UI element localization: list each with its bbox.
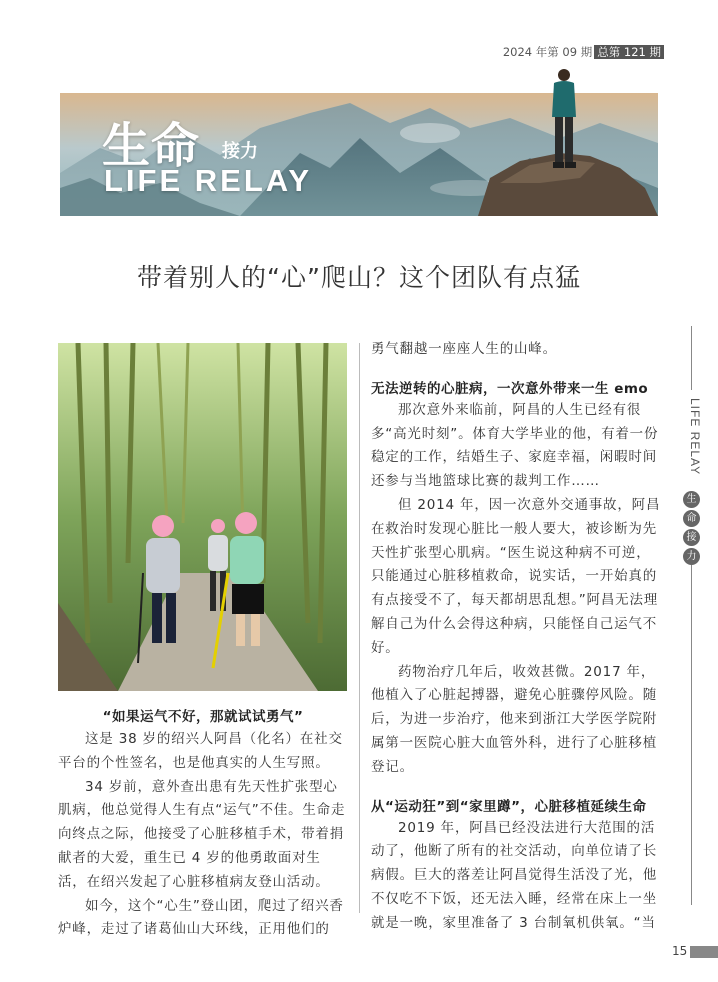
page-number: 15 [672,944,688,958]
side-tab-line [691,326,692,390]
side-tab-char: 生 [683,491,700,508]
column-divider [359,343,360,913]
banner-title-cn: 生命 [102,118,201,174]
article-photo [58,343,347,691]
paragraph: 药物治疗几年后，收效甚微。2017 年，他植入了心脏起搏器，避免心脏骤停风险。随后，为进一步治疗，他来到浙江大学医学院附属第一医院心脏大血管外科，进行了心脏移植登记。 [371,663,657,775]
hiker-figure-icon [544,67,584,173]
bamboo-forest-hiking-photo [58,343,347,691]
section-banner [60,93,658,216]
side-tab-line [691,565,692,905]
paragraph: 这是 38 岁的绍兴人阿昌（化名）在社交平台的个性签名，也是他真实的人生写照。 [58,731,343,771]
side-tab-char: 力 [683,548,700,565]
paragraph: 34 岁前，意外查出患有先天性扩张型心肌病，他总觉得人生有点“运气”不佳。生命走向终点之际，他接受了心脏移植手术，带着捐献者的大爱，重生已 4 岁的他勇敢面对生活，在绍兴发起了心脏移植病友登山活动。 [58,778,346,890]
paragraph: 那次意外来临前，阿昌的人生已经有很多“高光时刻”。体育大学毕业的他，有着一份稳定的工作，结婚生子、家庭幸福，闲暇时间还参与当地篮球比赛的裁判工作…… [371,401,659,490]
paragraph: 但 2014 年，因一次意外交通事故，阿昌在救治时发现心脏比一般人要大，被诊断为先天性扩张型心肌病。“医生说这种病不可逆，只能通过心脏移植救命，说实话，一开始真的有点接受不了，每天都胡思乱想。”阿昌无法理解自己为什么会得这种病，只能怪自己运气不好。 [371,496,661,656]
issue-label [450,44,664,60]
side-tab-char: 命 [683,510,700,527]
article-title: 带着别人的“心”爬山？这个团队有点猛 [137,263,581,292]
side-tab-label: LIFE RELAY [688,398,702,476]
section-heading: 从“运动狂”到“家里蹲”，心脏移植延续生命 [371,798,647,815]
paragraph: 2019 年，阿昌已经没法进行大范围的活动了，他断了所有的社交活动，向单位请了长病假。巨大的落差让阿昌觉得生活没了光，他不仅吃不下饭，还无法入睡，经常在床上一坐就是一晚，家里准备了 3 台制氧机供氧。“当 [371,819,657,931]
page-number-bar [690,946,718,958]
left-column [58,705,348,942]
banner-title-en: LIFE RELAY [104,163,312,198]
right-column [371,338,663,936]
photo-caption: “如果运气不好，那就试试勇气” [102,709,304,725]
side-tab-char: 接 [683,529,700,546]
section-heading: 无法逆转的心脏病，一次意外带来一生 emo [371,380,649,397]
issue-number: 2024 年第 09 期 [502,45,593,59]
total-issue-number: 总第 121 期 [594,45,664,59]
paragraph-continued: 勇气翻越一座座人生的山峰。 [371,341,557,357]
paragraph: 如今，这个“心生”登山团，爬过了绍兴香炉峰，走过了诸葛仙山大环线，正用他们的 [58,897,344,938]
banner-title-cn-small: 接力 [222,141,258,162]
